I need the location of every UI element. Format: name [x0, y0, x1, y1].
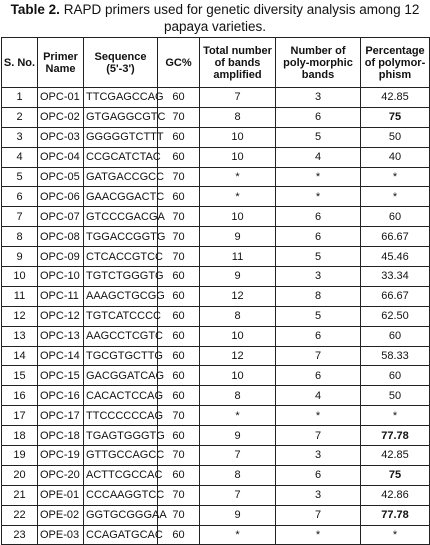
cell-primer-name: OPE-01: [38, 485, 84, 505]
cell-percentage-polymorphism: 66.67: [361, 286, 430, 306]
cell-sno: 6: [2, 187, 38, 207]
cell-total-bands: 10: [200, 127, 276, 147]
cell-total-bands: 7: [200, 485, 276, 505]
table-row: [2, 346, 430, 366]
cell-sno: 13: [2, 326, 38, 346]
cell-gc: 70: [158, 247, 200, 267]
cell-percentage-polymorphism: 75: [361, 465, 430, 485]
cell-primer-name: OPC-18: [38, 426, 84, 446]
cell-polymorphic-bands: 4: [276, 386, 361, 406]
cell-sno: 16: [2, 386, 38, 406]
cell-polymorphic-bands: *: [276, 525, 361, 545]
cell-sequence: TTCGAGCCAG: [84, 88, 158, 108]
cell-sno: 14: [2, 346, 38, 366]
cell-polymorphic-bands: 4: [276, 147, 361, 167]
cell-percentage-polymorphism: 33.34: [361, 267, 430, 287]
table-row: [2, 366, 430, 386]
cell-percentage-polymorphism: 77.78: [361, 426, 430, 446]
cell-total-bands: *: [200, 406, 276, 426]
rapd-primers-table: [1, 37, 430, 545]
table-row: [2, 207, 430, 227]
cell-total-bands: 7: [200, 88, 276, 108]
cell-sno: 23: [2, 525, 38, 545]
cell-gc: 60: [158, 267, 200, 287]
caption-label: Table 2.: [10, 2, 60, 17]
cell-polymorphic-bands: *: [276, 187, 361, 207]
cell-polymorphic-bands: 5: [276, 306, 361, 326]
cell-percentage-polymorphism: 42.86: [361, 485, 430, 505]
table-row: [2, 107, 430, 127]
cell-total-bands: 11: [200, 247, 276, 267]
cell-sno: 5: [2, 167, 38, 187]
cell-percentage-polymorphism: 60: [361, 326, 430, 346]
cell-primer-name: OPC-12: [38, 306, 84, 326]
cell-percentage-polymorphism: 60: [361, 207, 430, 227]
cell-sequence: ACTTCGCCAC: [84, 465, 158, 485]
cell-primer-name: OPC-20: [38, 465, 84, 485]
cell-polymorphic-bands: 5: [276, 247, 361, 267]
table-row: [2, 147, 430, 167]
table-row: [2, 227, 430, 247]
table-row: [2, 426, 430, 446]
cell-gc: 60: [158, 326, 200, 346]
cell-primer-name: OPC-07: [38, 207, 84, 227]
cell-sno: 9: [2, 247, 38, 267]
cell-primer-name: OPC-14: [38, 346, 84, 366]
cell-percentage-polymorphism: 50: [361, 386, 430, 406]
cell-gc: 70: [158, 505, 200, 525]
cell-percentage-polymorphism: *: [361, 167, 430, 187]
cell-gc: 70: [158, 446, 200, 466]
cell-gc: 60: [158, 306, 200, 326]
cell-sequence: GAACGGACTC: [84, 187, 158, 207]
cell-sno: 3: [2, 127, 38, 147]
cell-sequence: GGGGGTCTTT: [84, 127, 158, 147]
cell-total-bands: 9: [200, 227, 276, 247]
table-row: [2, 446, 430, 466]
cell-gc: 60: [158, 127, 200, 147]
cell-primer-name: OPC-19: [38, 446, 84, 466]
table-row: [2, 326, 430, 346]
cell-total-bands: *: [200, 167, 276, 187]
cell-sno: 17: [2, 406, 38, 426]
cell-primer-name: OPC-13: [38, 326, 84, 346]
cell-polymorphic-bands: 3: [276, 485, 361, 505]
cell-total-bands: 10: [200, 147, 276, 167]
cell-total-bands: 12: [200, 346, 276, 366]
cell-primer-name: OPE-02: [38, 505, 84, 525]
cell-primer-name: OPC-02: [38, 107, 84, 127]
cell-primer-name: OPC-03: [38, 127, 84, 147]
cell-sequence: AAAGCTGCGG: [84, 286, 158, 306]
table-row: [2, 306, 430, 326]
cell-sequence: GACGGATCAG: [84, 366, 158, 386]
table-row: [2, 187, 430, 207]
cell-percentage-polymorphism: 40: [361, 147, 430, 167]
cell-sno: 20: [2, 465, 38, 485]
cell-total-bands: 8: [200, 386, 276, 406]
cell-gc: 70: [158, 227, 200, 247]
table-row: [2, 505, 430, 525]
cell-percentage-polymorphism: 45.46: [361, 247, 430, 267]
cell-polymorphic-bands: 8: [276, 286, 361, 306]
table-row: [2, 88, 430, 108]
cell-gc: 60: [158, 366, 200, 386]
cell-total-bands: *: [200, 187, 276, 207]
cell-total-bands: 9: [200, 426, 276, 446]
table-row: [2, 167, 430, 187]
cell-sno: 15: [2, 366, 38, 386]
cell-polymorphic-bands: 7: [276, 346, 361, 366]
cell-polymorphic-bands: 6: [276, 326, 361, 346]
header-percentage-polymorphism: Percentage of polymor-phism: [361, 38, 430, 88]
cell-sequence: GTCCCGACGA: [84, 207, 158, 227]
cell-gc: 60: [158, 465, 200, 485]
table-caption: [0, 1, 430, 35]
cell-sequence: CACACTCCAG: [84, 386, 158, 406]
cell-polymorphic-bands: 3: [276, 446, 361, 466]
cell-gc: 60: [158, 286, 200, 306]
cell-sequence: GTGAGGCGTC: [84, 107, 158, 127]
cell-percentage-polymorphism: 60: [361, 366, 430, 386]
cell-total-bands: 9: [200, 267, 276, 287]
cell-polymorphic-bands: *: [276, 167, 361, 187]
cell-sequence: CCAGATGCAC: [84, 525, 158, 545]
cell-polymorphic-bands: 3: [276, 267, 361, 287]
cell-primer-name: OPC-16: [38, 386, 84, 406]
header-total-bands: Total number of bands amplified: [200, 38, 276, 88]
cell-percentage-polymorphism: 75: [361, 107, 430, 127]
cell-sno: 4: [2, 147, 38, 167]
cell-gc: 70: [158, 107, 200, 127]
cell-total-bands: *: [200, 525, 276, 545]
cell-percentage-polymorphism: 42.85: [361, 446, 430, 466]
cell-total-bands: 10: [200, 366, 276, 386]
table-row: [2, 485, 430, 505]
cell-total-bands: 7: [200, 446, 276, 466]
cell-percentage-polymorphism: *: [361, 406, 430, 426]
header-sno: S. No.: [2, 38, 38, 88]
cell-gc: 60: [158, 187, 200, 207]
cell-sequence: GATGACCGCC: [84, 167, 158, 187]
table-row: [2, 386, 430, 406]
table-body: [2, 88, 430, 545]
cell-polymorphic-bands: 7: [276, 505, 361, 525]
cell-primer-name: OPC-09: [38, 247, 84, 267]
cell-sequence: TGCGTGCTTG: [84, 346, 158, 366]
header-primer-name: Primer Name: [38, 38, 84, 88]
cell-sequence: CCGCATCTAC: [84, 147, 158, 167]
cell-polymorphic-bands: 6: [276, 366, 361, 386]
cell-sequence: CTCACCGTCC: [84, 247, 158, 267]
cell-sno: 11: [2, 286, 38, 306]
cell-percentage-polymorphism: *: [361, 187, 430, 207]
cell-gc: 60: [158, 525, 200, 545]
cell-gc: 60: [158, 88, 200, 108]
cell-percentage-polymorphism: 58.33: [361, 346, 430, 366]
cell-sequence: TGGACCGGTG: [84, 227, 158, 247]
cell-percentage-polymorphism: 66.67: [361, 227, 430, 247]
cell-sno: 12: [2, 306, 38, 326]
cell-gc: 60: [158, 346, 200, 366]
table-row: [2, 127, 430, 147]
cell-primer-name: OPC-01: [38, 88, 84, 108]
cell-total-bands: 9: [200, 505, 276, 525]
table-row: [2, 286, 430, 306]
cell-gc: 70: [158, 406, 200, 426]
table-row: [2, 525, 430, 545]
cell-gc: 60: [158, 386, 200, 406]
cell-sno: 18: [2, 426, 38, 446]
cell-sequence: AAGCCTCGTC: [84, 326, 158, 346]
cell-primer-name: OPE-03: [38, 525, 84, 545]
cell-polymorphic-bands: *: [276, 406, 361, 426]
cell-gc: 60: [158, 147, 200, 167]
cell-primer-name: OPC-08: [38, 227, 84, 247]
cell-polymorphic-bands: 3: [276, 88, 361, 108]
cell-total-bands: 8: [200, 107, 276, 127]
cell-sequence: GTTGCCAGCC: [84, 446, 158, 466]
cell-sno: 1: [2, 88, 38, 108]
cell-percentage-polymorphism: 42.85: [361, 88, 430, 108]
cell-primer-name: OPC-11: [38, 286, 84, 306]
cell-sequence: TTCCCCCCAG: [84, 406, 158, 426]
table-row: [2, 267, 430, 287]
table-row: [2, 406, 430, 426]
cell-total-bands: 8: [200, 465, 276, 485]
cell-gc: 70: [158, 167, 200, 187]
cell-sequence: GGTGCGGGAA: [84, 505, 158, 525]
header-gc: GC%: [158, 38, 200, 88]
cell-sno: 8: [2, 227, 38, 247]
cell-gc: 70: [158, 207, 200, 227]
cell-total-bands: 8: [200, 306, 276, 326]
cell-sno: 22: [2, 505, 38, 525]
cell-sno: 19: [2, 446, 38, 466]
cell-primer-name: OPC-17: [38, 406, 84, 426]
cell-percentage-polymorphism: 62.50: [361, 306, 430, 326]
cell-polymorphic-bands: 6: [276, 465, 361, 485]
cell-polymorphic-bands: 5: [276, 127, 361, 147]
cell-gc: 70: [158, 485, 200, 505]
cell-sno: 7: [2, 207, 38, 227]
cell-primer-name: OPC-10: [38, 267, 84, 287]
cell-primer-name: OPC-06: [38, 187, 84, 207]
cell-polymorphic-bands: 6: [276, 207, 361, 227]
cell-total-bands: 12: [200, 286, 276, 306]
cell-sequence: TGTCTGGGTG: [84, 267, 158, 287]
cell-primer-name: OPC-05: [38, 167, 84, 187]
cell-percentage-polymorphism: 77.78: [361, 505, 430, 525]
cell-percentage-polymorphism: *: [361, 525, 430, 545]
cell-polymorphic-bands: 7: [276, 426, 361, 446]
table-row: [2, 247, 430, 267]
header-row: [2, 38, 430, 88]
cell-sequence: TGAGTGGGTG: [84, 426, 158, 446]
cell-sequence: CCCAAGGTCC: [84, 485, 158, 505]
header-polymorphic-bands: Number of poly-morphic bands: [276, 38, 361, 88]
cell-polymorphic-bands: 6: [276, 107, 361, 127]
cell-sno: 10: [2, 267, 38, 287]
cell-primer-name: OPC-15: [38, 366, 84, 386]
cell-total-bands: 10: [200, 326, 276, 346]
cell-polymorphic-bands: 6: [276, 227, 361, 247]
caption-text: RAPD primers used for genetic diversity analysis among 12 papaya varieties.: [59, 2, 420, 34]
cell-sno: 21: [2, 485, 38, 505]
header-sequence: Sequence (5'-3'): [84, 38, 158, 88]
table-row: [2, 465, 430, 485]
cell-percentage-polymorphism: 50: [361, 127, 430, 147]
cell-gc: 60: [158, 426, 200, 446]
cell-sequence: TGTCATCCCC: [84, 306, 158, 326]
cell-total-bands: 10: [200, 207, 276, 227]
cell-sno: 2: [2, 107, 38, 127]
cell-primer-name: OPC-04: [38, 147, 84, 167]
